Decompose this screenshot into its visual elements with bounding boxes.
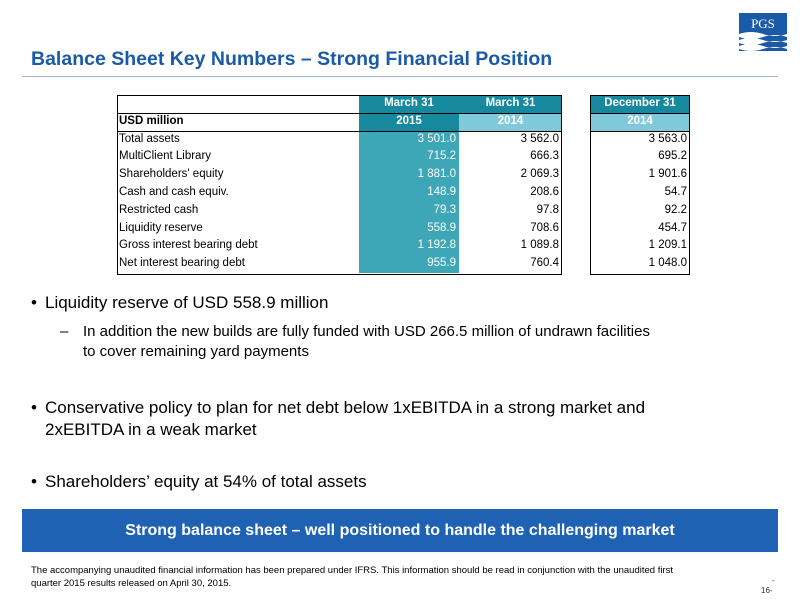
row-label: Gross interest bearing debt — [119, 239, 258, 252]
value-2014-dec: 1 209.1 — [648, 239, 687, 252]
header-col2-date: March 31 — [459, 95, 562, 113]
logo-text: PGS — [751, 16, 775, 31]
value-2014-dec: 1 901.6 — [648, 168, 687, 181]
slide-title: Balance Sheet Key Numbers – Strong Financial Position — [31, 48, 553, 70]
value-2015: 79.3 — [359, 202, 459, 220]
value-2014-mar: 2 069.3 — [520, 168, 559, 181]
bullet-marker: • — [31, 472, 37, 491]
bullet-text: Shareholders’ equity at 54% of total assets — [45, 472, 367, 491]
sub-bullet-text-line1: In addition the new builds are fully funded with USD 266.5 million of undrawn facilities — [83, 323, 650, 340]
value-2015: 1 881.0 — [359, 166, 459, 184]
row-label: Liquidity reserve — [119, 221, 203, 234]
page-tick: - — [772, 576, 775, 585]
value-2015: 3 501.0 — [359, 131, 459, 149]
value-2014-dec: 3 563.0 — [648, 132, 687, 145]
bullet-text-line2: 2xEBITDA in a weak market — [45, 420, 257, 439]
footnote-line1: The accompanying unaudited financial information has been prepared under IFRS. This information should be read in conjunction with the unaudited first — [31, 565, 673, 576]
value-2014-dec: 92.2 — [664, 203, 687, 216]
sub-bullet-text-line2: to cover remaining yard payments — [83, 343, 309, 360]
row-label-header: USD million — [119, 114, 184, 127]
header-divider — [117, 113, 562, 114]
title-divider — [22, 76, 778, 77]
value-2014-mar: 3 562.0 — [520, 132, 559, 145]
summary-banner: Strong balance sheet – well positioned to handle the challenging market — [22, 509, 778, 552]
sub-bullet-marker: – — [60, 323, 69, 340]
value-2015: 955.9 — [359, 255, 459, 273]
row-label: Shareholders' equity — [119, 168, 224, 181]
table-border-right — [590, 95, 690, 275]
header-divider — [590, 113, 690, 114]
header-divider — [117, 131, 562, 132]
value-2014-mar: 208.6 — [530, 186, 559, 198]
value-2014-mar: 760.4 — [530, 257, 559, 270]
row-label: MultiClient Library — [119, 150, 212, 163]
header-col1-year: 2015 — [359, 113, 459, 131]
value-2014-mar: 666.3 — [530, 150, 559, 163]
value-2014-dec: 54.7 — [664, 186, 687, 198]
bullet-text: Liquidity reserve of USD 558.9 million — [45, 293, 329, 312]
header-col2-year: 2014 — [459, 113, 562, 131]
value-2015: 558.9 — [359, 220, 459, 238]
row-label: Total assets — [119, 132, 180, 145]
value-2015: 715.2 — [359, 148, 459, 166]
bullet-marker: • — [31, 293, 37, 312]
page-number: 16- — [761, 586, 773, 595]
header-col3-year: 2014 — [590, 113, 690, 131]
header-divider — [590, 131, 690, 132]
bullet-marker: • — [31, 398, 37, 417]
value-2015: 148.9 — [359, 184, 459, 202]
value-2014-mar: 97.8 — [536, 203, 559, 216]
value-2014-dec: 1 048.0 — [648, 257, 687, 270]
value-2015: 1 192.8 — [359, 237, 459, 255]
footnote — [31, 564, 783, 590]
footnote-line2: quarter 2015 results released on April 30, 2015. — [31, 578, 232, 589]
value-2014-dec: 454.7 — [658, 221, 687, 234]
row-label: Cash and cash equiv. — [119, 186, 229, 198]
row-label: Restricted cash — [119, 203, 199, 216]
value-2014-mar: 708.6 — [530, 221, 559, 234]
header-col3-date: December 31 — [590, 95, 690, 113]
value-2014-dec: 695.2 — [658, 150, 687, 163]
value-2014-mar: 1 089.8 — [520, 239, 559, 252]
bullet-text-line1: Conservative policy to plan for net debt below 1xEBITDA in a strong market and — [45, 398, 646, 417]
pgs-logo — [739, 13, 787, 51]
header-col1-date: March 31 — [359, 95, 459, 113]
table-border-left — [117, 95, 562, 275]
row-label: Net interest bearing debt — [119, 257, 245, 270]
